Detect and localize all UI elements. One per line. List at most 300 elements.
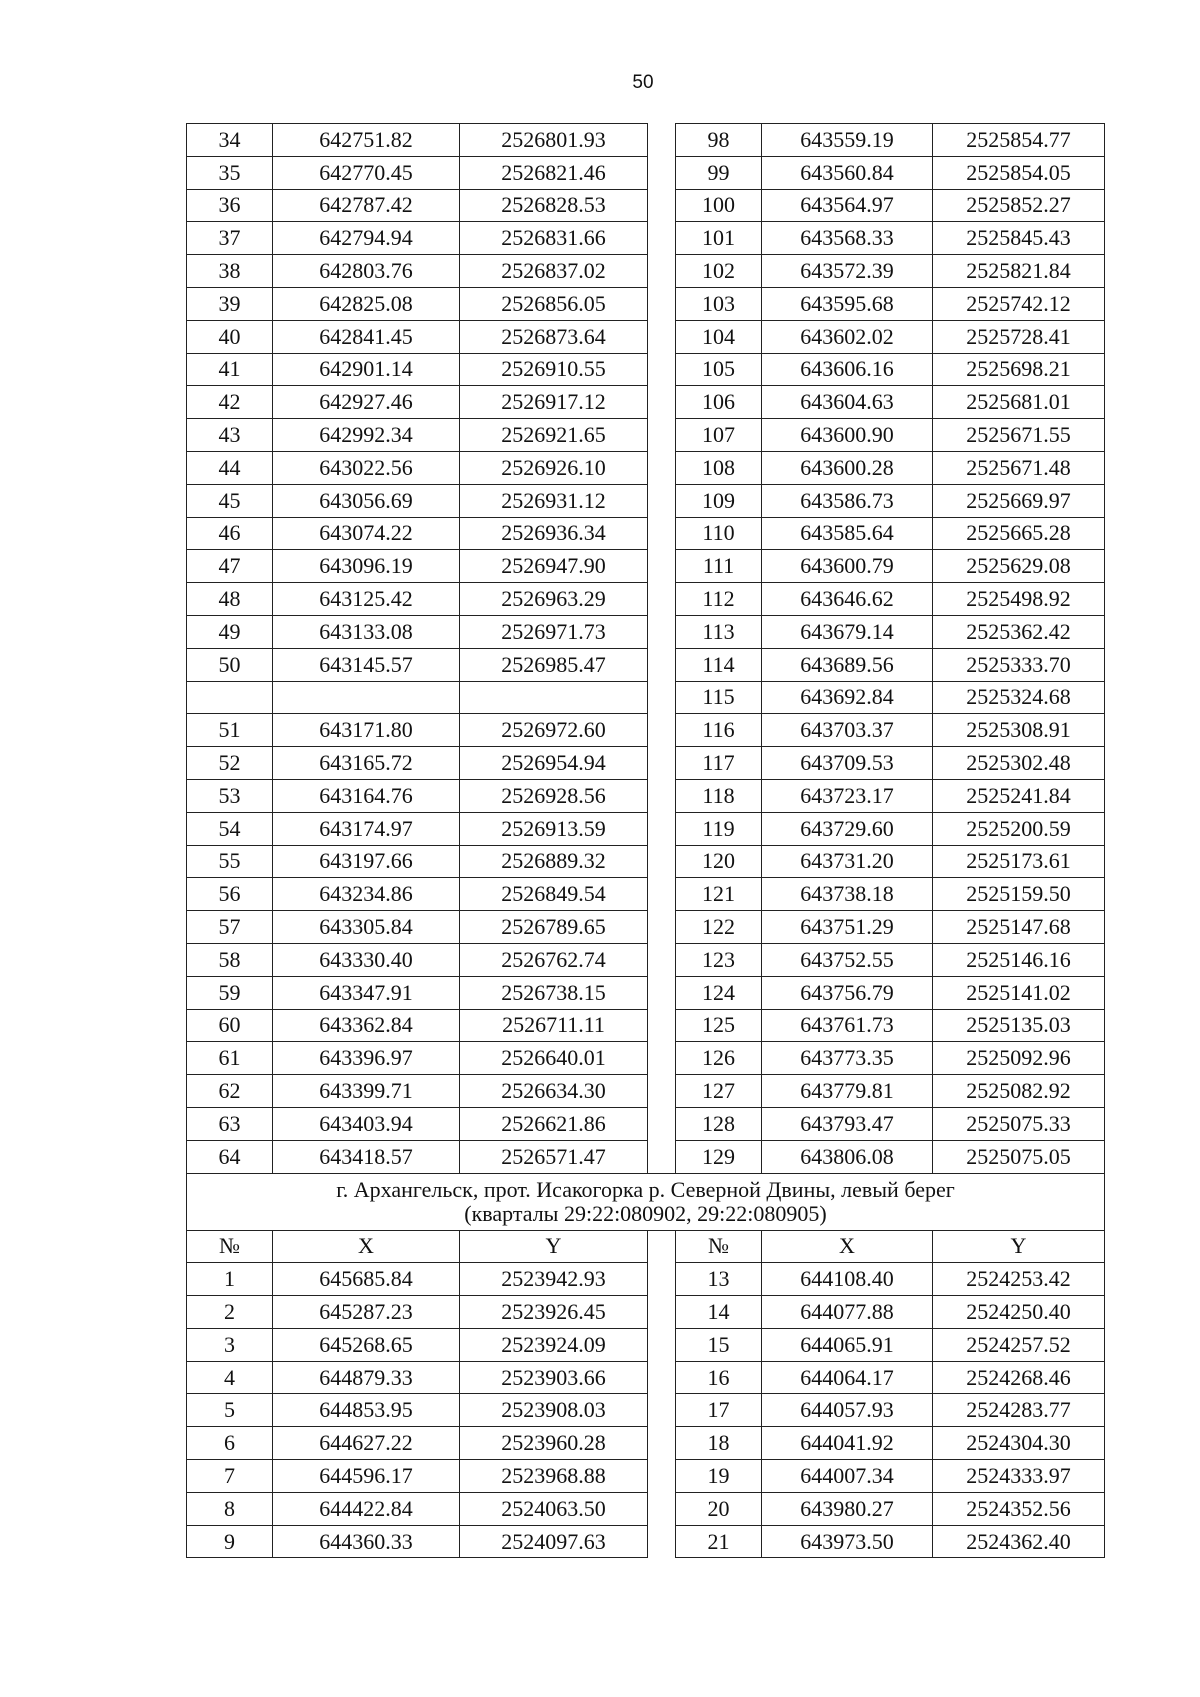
cell-number-right: 106	[676, 386, 762, 419]
column-gap	[648, 1230, 676, 1263]
cell-x-left: 644853.95	[273, 1394, 460, 1427]
cell-y-right: 2524283.77	[933, 1394, 1105, 1427]
table-row	[187, 1460, 1105, 1493]
header-x-left: X	[273, 1230, 460, 1263]
cell-y-right: 2525075.33	[933, 1107, 1105, 1140]
table-row	[187, 911, 1105, 944]
cell-number-right: 105	[676, 353, 762, 386]
cell-number-right: 18	[676, 1427, 762, 1460]
column-gap	[648, 419, 676, 452]
column-gap	[648, 1492, 676, 1525]
cell-y-left: 2526828.53	[460, 189, 648, 222]
cell-number-left: 61	[187, 1042, 273, 1075]
table-row	[187, 812, 1105, 845]
cell-y-left: 2526971.73	[460, 615, 648, 648]
cell-y-right: 2524333.97	[933, 1460, 1105, 1493]
cell-x-left: 644360.33	[273, 1525, 460, 1558]
table-row	[187, 287, 1105, 320]
cell-x-left: 643056.69	[273, 484, 460, 517]
table-row	[187, 255, 1105, 288]
cell-number-left	[187, 681, 273, 714]
cell-y-right: 2524250.40	[933, 1296, 1105, 1329]
cell-number-left: 34	[187, 124, 273, 157]
cell-x-left: 643197.66	[273, 845, 460, 878]
table-row	[187, 845, 1105, 878]
column-gap	[648, 681, 676, 714]
cell-y-right: 2525082.92	[933, 1075, 1105, 1108]
cell-x-left: 642927.46	[273, 386, 460, 419]
cell-y-left: 2526910.55	[460, 353, 648, 386]
column-gap	[648, 976, 676, 1009]
cell-y-right: 2525075.05	[933, 1140, 1105, 1173]
cell-x-right: 643731.20	[762, 845, 933, 878]
cell-number-left: 52	[187, 747, 273, 780]
cell-x-right: 643806.08	[762, 1140, 933, 1173]
cell-number-left: 38	[187, 255, 273, 288]
column-gap	[648, 747, 676, 780]
column-gap	[648, 156, 676, 189]
cell-y-left: 2526571.47	[460, 1140, 648, 1173]
section-title-row	[187, 1173, 1105, 1230]
cell-x-right: 643779.81	[762, 1075, 933, 1108]
cell-y-left: 2526917.12	[460, 386, 648, 419]
cell-y-left: 2526640.01	[460, 1042, 648, 1075]
column-gap	[648, 517, 676, 550]
section-table-body	[187, 1173, 1105, 1558]
cell-number-left: 62	[187, 1075, 273, 1108]
cell-x-right: 643559.19	[762, 124, 933, 157]
cell-y-left: 2526634.30	[460, 1075, 648, 1108]
cell-y-right: 2525821.84	[933, 255, 1105, 288]
cell-x-left: 644596.17	[273, 1460, 460, 1493]
cell-number-right: 102	[676, 255, 762, 288]
cell-number-right: 21	[676, 1525, 762, 1558]
cell-y-right: 2525159.50	[933, 878, 1105, 911]
cell-number-left: 56	[187, 878, 273, 911]
cell-y-right: 2525135.03	[933, 1009, 1105, 1042]
cell-x-right: 644064.17	[762, 1361, 933, 1394]
cell-number-left: 50	[187, 648, 273, 681]
cell-number-left: 45	[187, 484, 273, 517]
column-gap	[648, 484, 676, 517]
cell-number-left: 8	[187, 1492, 273, 1525]
cell-number-left: 39	[187, 287, 273, 320]
cell-number-right: 123	[676, 943, 762, 976]
cell-y-right: 2525728.41	[933, 320, 1105, 353]
cell-x-left: 644422.84	[273, 1492, 460, 1525]
cell-number-left: 35	[187, 156, 273, 189]
cell-y-left: 2523924.09	[460, 1328, 648, 1361]
cell-x-left: 642841.45	[273, 320, 460, 353]
table-row	[187, 976, 1105, 1009]
cell-x-right: 643646.62	[762, 583, 933, 616]
cell-x-left: 642803.76	[273, 255, 460, 288]
cell-x-right: 644065.91	[762, 1328, 933, 1361]
cell-x-right: 643756.79	[762, 976, 933, 1009]
cell-y-left: 2526963.29	[460, 583, 648, 616]
cell-number-right: 113	[676, 615, 762, 648]
table-row	[187, 484, 1105, 517]
cell-y-left: 2524063.50	[460, 1492, 648, 1525]
cell-y-left: 2526913.59	[460, 812, 648, 845]
cell-y-left: 2523968.88	[460, 1460, 648, 1493]
cell-y-left: 2526972.60	[460, 714, 648, 747]
cell-number-right: 115	[676, 681, 762, 714]
cell-y-right: 2525629.08	[933, 550, 1105, 583]
cell-x-right: 644077.88	[762, 1296, 933, 1329]
cell-x-right: 643703.37	[762, 714, 933, 747]
column-gap	[648, 1460, 676, 1493]
cell-number-left: 6	[187, 1427, 273, 1460]
cell-x-right: 643568.33	[762, 222, 933, 255]
cell-number-left: 63	[187, 1107, 273, 1140]
cell-y-right: 2525698.21	[933, 353, 1105, 386]
cell-number-left: 41	[187, 353, 273, 386]
cell-y-left: 2526821.46	[460, 156, 648, 189]
cell-y-left: 2526621.86	[460, 1107, 648, 1140]
cell-y-left: 2526837.02	[460, 255, 648, 288]
cell-x-left: 643399.71	[273, 1075, 460, 1108]
cell-y-left: 2526931.12	[460, 484, 648, 517]
cell-x-left: 643133.08	[273, 615, 460, 648]
cell-x-left: 643171.80	[273, 714, 460, 747]
table-row	[187, 1075, 1105, 1108]
cell-x-left: 643347.91	[273, 976, 460, 1009]
column-gap	[648, 943, 676, 976]
cell-y-left: 2526873.64	[460, 320, 648, 353]
cell-number-right: 107	[676, 419, 762, 452]
table-row	[187, 1525, 1105, 1558]
cell-y-right: 2524362.40	[933, 1525, 1105, 1558]
cell-x-left: 642787.42	[273, 189, 460, 222]
header-y-left: Y	[460, 1230, 648, 1263]
column-gap	[648, 550, 676, 583]
cell-x-left: 645287.23	[273, 1296, 460, 1329]
cell-y-right: 2525671.55	[933, 419, 1105, 452]
cell-number-left: 46	[187, 517, 273, 550]
header-number-right: №	[676, 1230, 762, 1263]
table-row	[187, 615, 1105, 648]
cell-number-left: 37	[187, 222, 273, 255]
cell-y-left: 2526985.47	[460, 648, 648, 681]
cell-y-left: 2526889.32	[460, 845, 648, 878]
column-gap	[648, 1394, 676, 1427]
cell-x-right: 643752.55	[762, 943, 933, 976]
cell-y-right: 2525671.48	[933, 451, 1105, 484]
column-gap	[648, 1263, 676, 1296]
cell-x-right: 643723.17	[762, 779, 933, 812]
cell-number-left: 54	[187, 812, 273, 845]
cell-number-right: 104	[676, 320, 762, 353]
column-gap	[648, 320, 676, 353]
cell-number-right: 103	[676, 287, 762, 320]
cell-number-right: 108	[676, 451, 762, 484]
cell-number-right: 124	[676, 976, 762, 1009]
table-row	[187, 747, 1105, 780]
cell-y-right: 2525241.84	[933, 779, 1105, 812]
cell-y-right: 2525333.70	[933, 648, 1105, 681]
cell-y-right: 2525141.02	[933, 976, 1105, 1009]
cell-y-right: 2524253.42	[933, 1263, 1105, 1296]
cell-number-left: 42	[187, 386, 273, 419]
table-row	[187, 1009, 1105, 1042]
cell-x-right: 643600.79	[762, 550, 933, 583]
cell-y-left: 2524097.63	[460, 1525, 648, 1558]
cell-x-left: 643164.76	[273, 779, 460, 812]
cell-x-right: 643560.84	[762, 156, 933, 189]
cell-number-left: 59	[187, 976, 273, 1009]
cell-y-left: 2526954.94	[460, 747, 648, 780]
header-x-right: X	[762, 1230, 933, 1263]
cell-number-right: 13	[676, 1263, 762, 1296]
cell-number-right: 125	[676, 1009, 762, 1042]
cell-number-right: 100	[676, 189, 762, 222]
cell-x-left: 644627.22	[273, 1427, 460, 1460]
cell-y-left: 2526926.10	[460, 451, 648, 484]
cell-number-left: 5	[187, 1394, 273, 1427]
cell-number-right: 114	[676, 648, 762, 681]
cell-x-right: 643679.14	[762, 615, 933, 648]
cell-x-right: 644108.40	[762, 1263, 933, 1296]
cell-y-right: 2525324.68	[933, 681, 1105, 714]
cell-x-left: 643362.84	[273, 1009, 460, 1042]
cell-number-left: 60	[187, 1009, 273, 1042]
table-row	[187, 1296, 1105, 1329]
column-gap	[648, 1042, 676, 1075]
column-gap	[648, 1296, 676, 1329]
column-gap	[648, 648, 676, 681]
cell-number-right: 109	[676, 484, 762, 517]
cell-y-right: 2525498.92	[933, 583, 1105, 616]
cell-x-right: 643738.18	[762, 878, 933, 911]
cell-number-right: 117	[676, 747, 762, 780]
cell-number-left: 57	[187, 911, 273, 944]
cell-x-left: 643096.19	[273, 550, 460, 583]
column-gap	[648, 189, 676, 222]
cell-x-left: 643396.97	[273, 1042, 460, 1075]
table-row	[187, 1042, 1105, 1075]
section-title-line1: г. Архангельск, прот. Исакогорка р. Северной Двины, левый берег	[336, 1176, 955, 1202]
cell-x-right: 643602.02	[762, 320, 933, 353]
cell-y-left: 2526947.90	[460, 550, 648, 583]
cell-number-left: 55	[187, 845, 273, 878]
cell-number-right: 120	[676, 845, 762, 878]
cell-x-right: 643973.50	[762, 1525, 933, 1558]
cell-y-right: 2524352.56	[933, 1492, 1105, 1525]
column-gap	[648, 1427, 676, 1460]
cell-y-right: 2524257.52	[933, 1328, 1105, 1361]
cell-number-left: 4	[187, 1361, 273, 1394]
table-row	[187, 189, 1105, 222]
cell-number-left: 2	[187, 1296, 273, 1329]
cell-x-left: 644879.33	[273, 1361, 460, 1394]
cell-x-right: 643761.73	[762, 1009, 933, 1042]
cell-x-right: 643600.90	[762, 419, 933, 452]
cell-y-right: 2525146.16	[933, 943, 1105, 976]
table-row	[187, 1140, 1105, 1173]
cell-number-right: 101	[676, 222, 762, 255]
cell-number-left: 53	[187, 779, 273, 812]
cell-x-left: 642825.08	[273, 287, 460, 320]
cell-x-right: 643585.64	[762, 517, 933, 550]
column-gap	[648, 287, 676, 320]
cell-y-left: 2526831.66	[460, 222, 648, 255]
cell-x-right: 643564.97	[762, 189, 933, 222]
cell-number-right: 19	[676, 1460, 762, 1493]
cell-x-right: 643595.68	[762, 287, 933, 320]
cell-number-right: 127	[676, 1075, 762, 1108]
cell-x-right: 643793.47	[762, 1107, 933, 1140]
top-table-body	[187, 124, 1105, 1174]
cell-x-right: 644057.93	[762, 1394, 933, 1427]
table-row	[187, 353, 1105, 386]
column-gap	[648, 615, 676, 648]
column-gap	[648, 1009, 676, 1042]
cell-x-right: 643729.60	[762, 812, 933, 845]
cell-x-right: 643709.53	[762, 747, 933, 780]
cell-y-left: 2526936.34	[460, 517, 648, 550]
cell-y-left: 2523908.03	[460, 1394, 648, 1427]
table-row	[187, 1492, 1105, 1525]
table-row	[187, 1263, 1105, 1296]
cell-y-right: 2524304.30	[933, 1427, 1105, 1460]
cell-y-left: 2526762.74	[460, 943, 648, 976]
cell-x-right: 643572.39	[762, 255, 933, 288]
table-row	[187, 320, 1105, 353]
cell-y-left: 2526801.93	[460, 124, 648, 157]
table-row	[187, 943, 1105, 976]
section-title	[187, 1173, 1105, 1230]
cell-x-right: 643606.16	[762, 353, 933, 386]
cell-number-left: 1	[187, 1263, 273, 1296]
column-gap	[648, 222, 676, 255]
cell-x-left: 642901.14	[273, 353, 460, 386]
cell-y-right: 2525854.77	[933, 124, 1105, 157]
cell-x-right: 643604.63	[762, 386, 933, 419]
table-row	[187, 517, 1105, 550]
cell-x-left: 643330.40	[273, 943, 460, 976]
cell-x-left: 642770.45	[273, 156, 460, 189]
cell-number-left: 9	[187, 1525, 273, 1558]
page-number: 50	[632, 72, 654, 93]
cell-x-left: 645268.65	[273, 1328, 460, 1361]
cell-number-right: 122	[676, 911, 762, 944]
cell-y-left: 2526921.65	[460, 419, 648, 452]
cell-x-right: 643692.84	[762, 681, 933, 714]
cell-x-left: 642794.94	[273, 222, 460, 255]
table-row	[187, 648, 1105, 681]
cell-number-right: 121	[676, 878, 762, 911]
column-gap	[648, 1075, 676, 1108]
cell-number-right: 126	[676, 1042, 762, 1075]
cell-y-right: 2525147.68	[933, 911, 1105, 944]
table-row	[187, 583, 1105, 616]
cell-number-right: 119	[676, 812, 762, 845]
cell-number-left: 58	[187, 943, 273, 976]
cell-x-right: 643751.29	[762, 911, 933, 944]
table-row	[187, 1107, 1105, 1140]
column-gap	[648, 845, 676, 878]
header-number-left: №	[187, 1230, 273, 1263]
cell-x-left: 643234.86	[273, 878, 460, 911]
cell-number-left: 40	[187, 320, 273, 353]
column-gap	[648, 124, 676, 157]
header-y-right: Y	[933, 1230, 1105, 1263]
cell-y-right: 2525308.91	[933, 714, 1105, 747]
cell-x-right: 643689.56	[762, 648, 933, 681]
cell-y-left: 2526711.11	[460, 1009, 648, 1042]
cell-y-right: 2525854.05	[933, 156, 1105, 189]
cell-x-left: 643418.57	[273, 1140, 460, 1173]
column-gap	[648, 878, 676, 911]
header-row	[187, 1230, 1105, 1263]
table-row	[187, 714, 1105, 747]
cell-x-left: 643305.84	[273, 911, 460, 944]
table-row	[187, 451, 1105, 484]
cell-number-left: 44	[187, 451, 273, 484]
column-gap	[648, 255, 676, 288]
column-gap	[648, 1525, 676, 1558]
cell-x-left: 643125.42	[273, 583, 460, 616]
cell-number-right: 99	[676, 156, 762, 189]
cell-number-right: 98	[676, 124, 762, 157]
cell-x-left: 643165.72	[273, 747, 460, 780]
cell-y-right: 2525362.42	[933, 615, 1105, 648]
table-row	[187, 222, 1105, 255]
cell-y-left: 2523960.28	[460, 1427, 648, 1460]
cell-y-left: 2523942.93	[460, 1263, 648, 1296]
cell-y-left: 2526738.15	[460, 976, 648, 1009]
column-gap	[648, 779, 676, 812]
cell-number-left: 48	[187, 583, 273, 616]
table-row	[187, 124, 1105, 157]
cell-number-right: 17	[676, 1394, 762, 1427]
table-row	[187, 1394, 1105, 1427]
cell-number-right: 20	[676, 1492, 762, 1525]
cell-number-right: 129	[676, 1140, 762, 1173]
column-gap	[648, 386, 676, 419]
cell-number-left: 51	[187, 714, 273, 747]
cell-x-right: 643600.28	[762, 451, 933, 484]
section-title-line2: (кварталы 29:22:080902, 29:22:080905)	[464, 1200, 827, 1226]
cell-x-left	[273, 681, 460, 714]
cell-number-left: 49	[187, 615, 273, 648]
cell-y-left	[460, 681, 648, 714]
cell-x-left: 643174.97	[273, 812, 460, 845]
table-row	[187, 878, 1105, 911]
column-gap	[648, 812, 676, 845]
cell-y-right: 2525092.96	[933, 1042, 1105, 1075]
cell-y-left: 2526789.65	[460, 911, 648, 944]
table-row	[187, 386, 1105, 419]
table-row	[187, 681, 1105, 714]
cell-y-left: 2526849.54	[460, 878, 648, 911]
cell-y-right: 2525852.27	[933, 189, 1105, 222]
cell-x-left: 643145.57	[273, 648, 460, 681]
cell-y-right: 2524268.46	[933, 1361, 1105, 1394]
cell-number-right: 118	[676, 779, 762, 812]
column-gap	[648, 1140, 676, 1173]
cell-x-left: 643074.22	[273, 517, 460, 550]
column-gap	[648, 1361, 676, 1394]
table-row	[187, 1427, 1105, 1460]
column-gap	[648, 353, 676, 386]
cell-x-left: 642751.82	[273, 124, 460, 157]
cell-number-right: 14	[676, 1296, 762, 1329]
cell-number-right: 111	[676, 550, 762, 583]
column-gap	[648, 1328, 676, 1361]
cell-x-right: 644007.34	[762, 1460, 933, 1493]
